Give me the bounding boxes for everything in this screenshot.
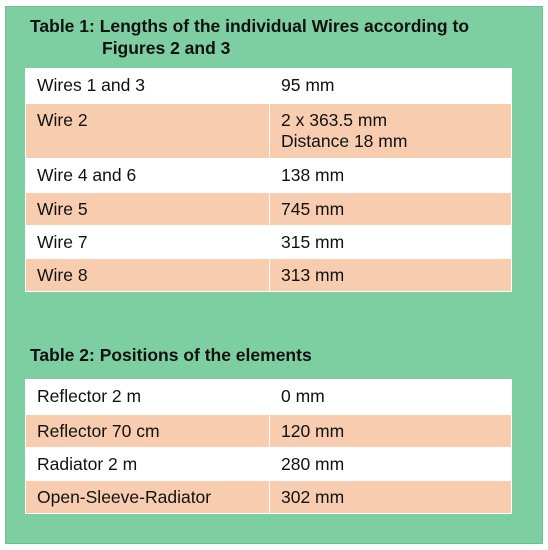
table-row [26,159,512,193]
wire-lengths-table [25,68,512,292]
table-cell-value: 315 mm [270,226,512,259]
table-cell-value: 280 mm [270,448,512,481]
table-cell-value-line1: 2 x 363.5 mm [281,110,388,130]
table1-caption-line1: Table 1: Lengths of the individual Wires according to [30,16,470,36]
table-row [26,259,512,292]
table-cell-name: Reflector 70 cm [26,415,270,448]
table-cell-value [270,104,512,159]
table-cell-name: Wire 7 [26,226,270,259]
table-row [26,193,512,226]
table-cell-name: Radiator 2 m [26,448,270,481]
table-cell-name: Wire 4 and 6 [26,159,270,193]
table-row [26,69,512,104]
table-row [26,380,512,415]
table-cell-value: 0 mm [270,380,512,415]
table-cell-name: Wire 2 [26,104,270,159]
table-row [26,448,512,481]
table-row [26,415,512,448]
table1-caption [30,15,469,59]
table-cell-value: 138 mm [270,159,512,193]
table2-caption: Table 2: Positions of the elements [30,345,312,365]
table-row [26,104,512,159]
table-cell-value: 745 mm [270,193,512,226]
table-cell-name: Wire 8 [26,259,270,292]
table-row [26,481,512,514]
table-cell-value: 95 mm [270,69,512,104]
table-cell-value: 120 mm [270,415,512,448]
table-cell-name: Reflector 2 m [26,380,270,415]
table-cell-name: Open-Sleeve-Radiator [26,481,270,514]
table-cell-value-line2: Distance 18 mm [281,131,408,151]
element-positions-table [25,379,512,514]
table-cell-name: Wires 1 and 3 [26,69,270,104]
table1-caption-line2: Figures 2 and 3 [102,38,231,58]
table-row [26,226,512,259]
table-cell-value: 313 mm [270,259,512,292]
table-cell-name: Wire 5 [26,193,270,226]
table-cell-value: 302 mm [270,481,512,514]
